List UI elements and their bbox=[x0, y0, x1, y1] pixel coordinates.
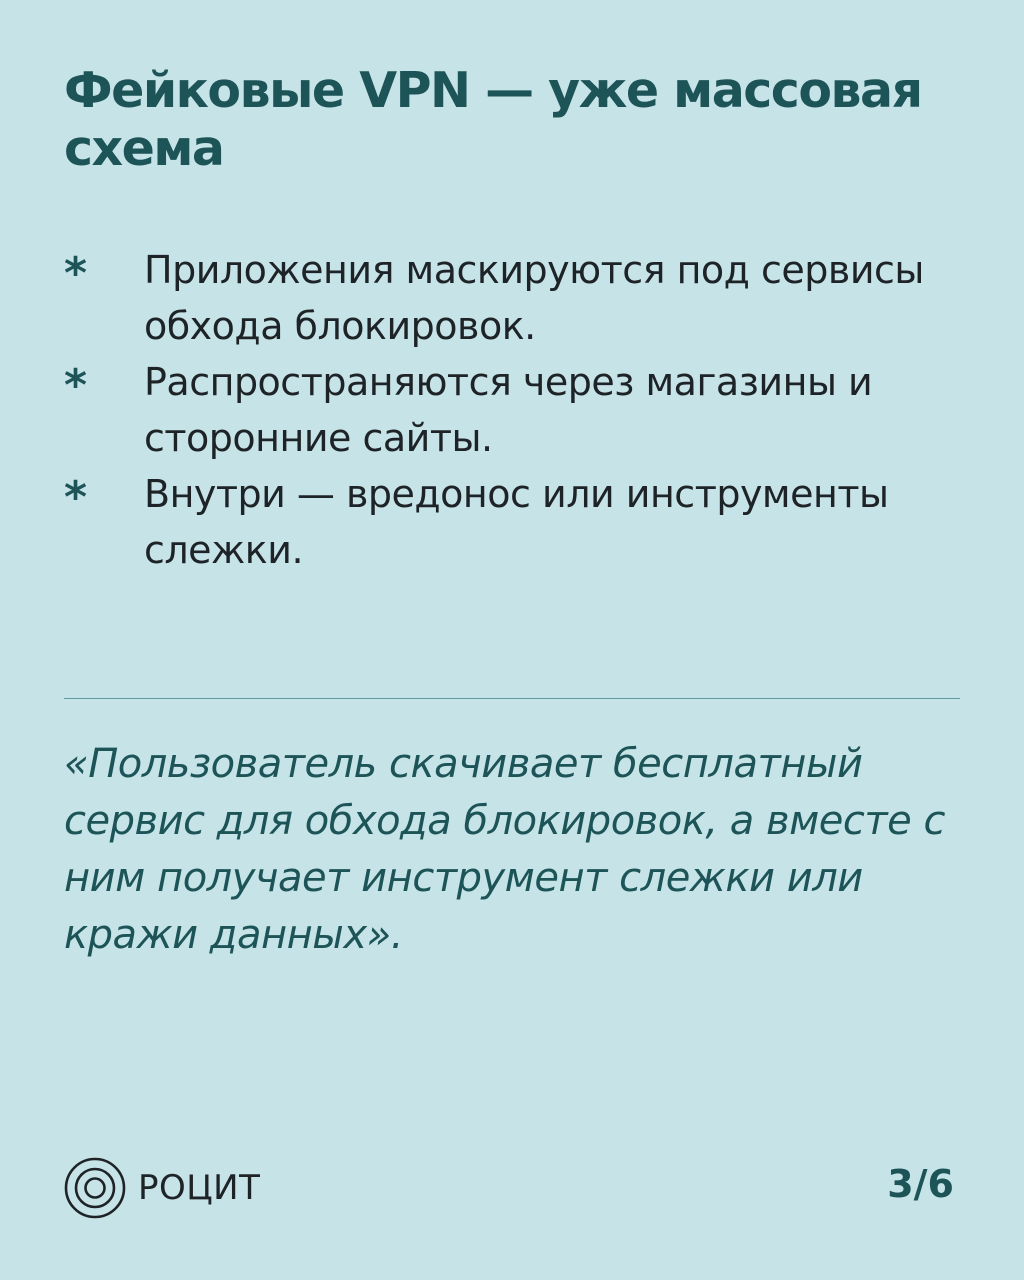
bullet-text: Внутри — вредонос или инструменты слежки. bbox=[144, 472, 889, 572]
slide-title: Фейковые VPN — уже массовая схема bbox=[64, 62, 922, 177]
bullet-text: Приложения маскируются под сервисы обхода блокировок. bbox=[144, 248, 924, 348]
asterisk-icon: * bbox=[64, 360, 87, 411]
asterisk-icon: * bbox=[64, 248, 87, 299]
bullet-item bbox=[64, 354, 964, 466]
bullet-item bbox=[64, 466, 964, 578]
bullet-text: Распространяются через магазины и сторонние сайты. bbox=[144, 360, 873, 460]
concentric-circles-logo-icon bbox=[64, 1157, 126, 1219]
asterisk-icon: * bbox=[64, 472, 87, 523]
quote-text: «Пользователь скачивает бесплатный сервис для обхода блокировок, а вместе с ним получает инструмент слежки или кражи данных». bbox=[64, 741, 945, 958]
logo-text: РОЦИТ bbox=[138, 1168, 261, 1208]
page-counter: 3/6 bbox=[887, 1162, 954, 1206]
footer-logo bbox=[64, 1158, 260, 1218]
bullet-list bbox=[64, 242, 964, 578]
bullet-item bbox=[64, 242, 964, 354]
section-divider bbox=[64, 698, 960, 699]
